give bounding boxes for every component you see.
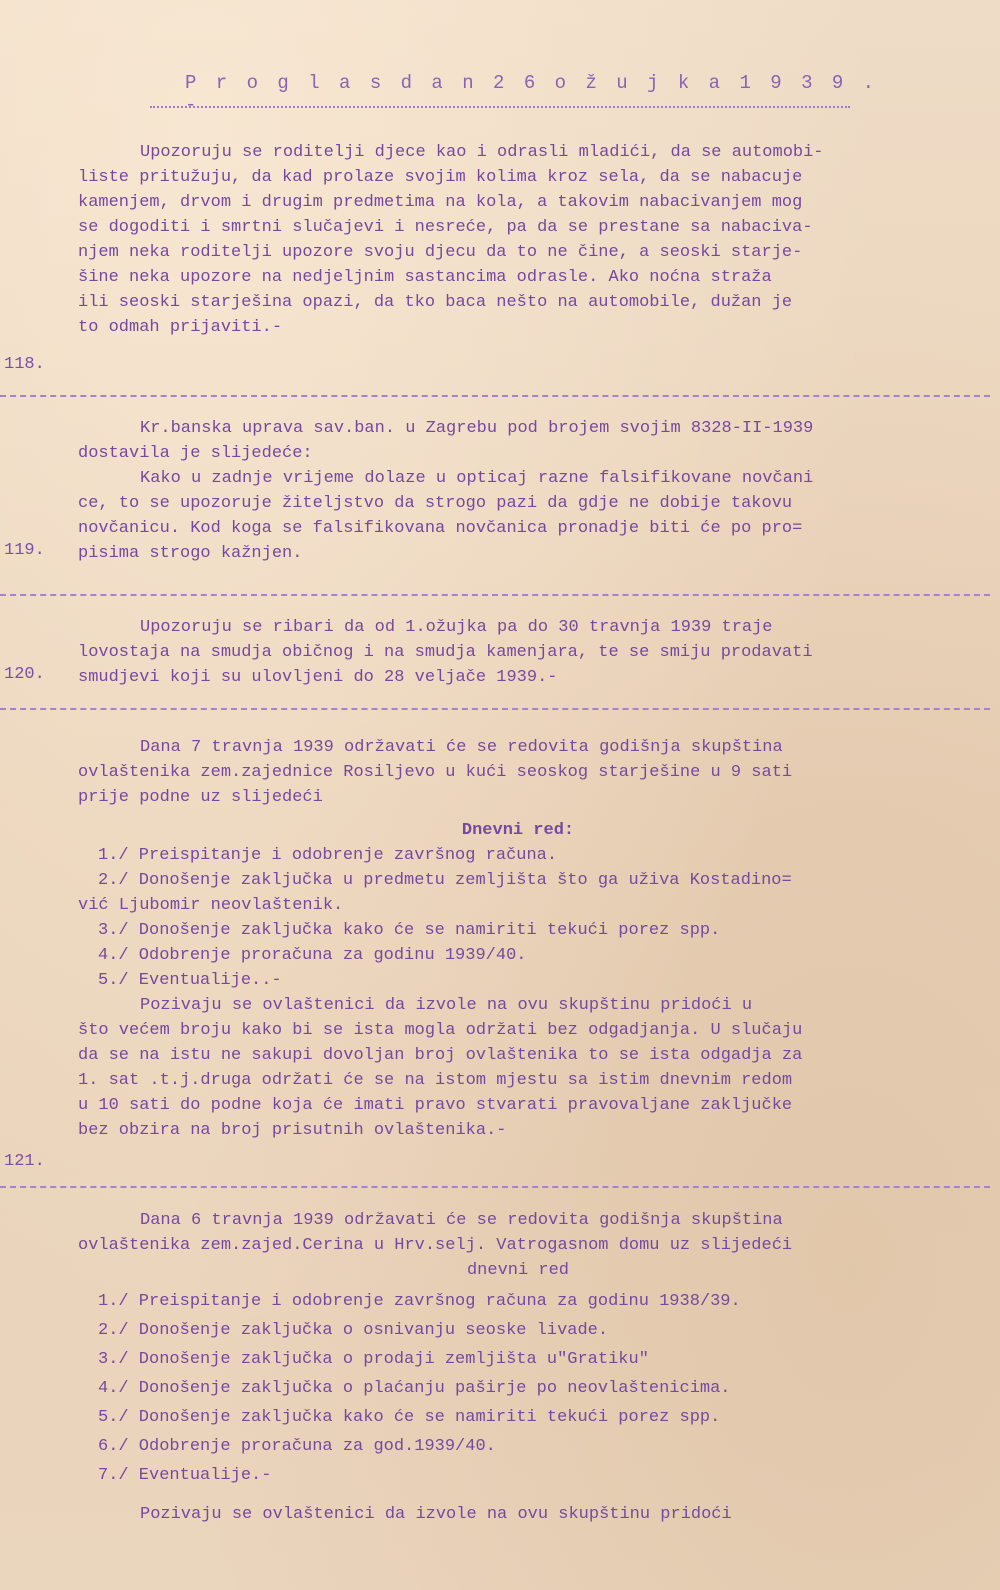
- text-line: Upozoruju se ribari da od 1.ožujka pa do 30 travnja 1939 traje: [140, 618, 773, 637]
- text-line: Kr.banska uprava sav.ban. u Zagrebu pod brojem svojim 8328-II-1939: [140, 419, 814, 438]
- text-line: kamenjem, drvom i drugim predmetima na kola, a takovim nabacivanjem mog: [78, 193, 803, 212]
- notice-number: 120.: [4, 665, 45, 684]
- text-line: Kako u zadnje vrijeme dolaze u opticaj razne falsifikovane novčani: [140, 469, 814, 488]
- text-line: pisima strogo kažnjen.: [78, 544, 303, 563]
- agenda-item: 6./ Odobrenje proračuna za god.1939/40.: [98, 1437, 496, 1456]
- agenda-item: 5./ Eventualije..-: [98, 971, 282, 990]
- text-line: da se na istu ne sakupi dovoljan broj ovlaštenika to se ista odgadja za: [78, 1046, 803, 1065]
- section-divider: [0, 708, 990, 710]
- text-line: u 10 sati do podne koja će imati pravo stvarati pravovaljane zaključke: [78, 1096, 793, 1115]
- agenda-item: 4./ Odobrenje proračuna za godinu 1939/40.: [98, 946, 527, 965]
- text-line: Pozivaju se ovlaštenici da izvole na ovu skupštinu pridoći u: [140, 996, 753, 1015]
- agenda-title: dnevni red: [466, 1261, 570, 1280]
- agenda-title: Dnevni red:: [461, 821, 575, 840]
- section-divider: [0, 1186, 990, 1188]
- text-line: se dogoditi i smrtni slučajevi i nesreće, pa da se prestane sa nabaciva-: [78, 218, 813, 237]
- text-line: Upozoruju se roditelji djece kao i odrasli mladići, da se automobi-: [140, 143, 824, 162]
- text-line: novčanicu. Kod koga se falsifikovana novčanica pronadje biti će po pro=: [78, 519, 803, 538]
- section-divider: [0, 395, 990, 397]
- text-line: šine neka upozore na nedjeljnim sastancima odrasle. Ako noćna straža: [78, 268, 772, 287]
- notice-cerina: [78, 1208, 958, 1527]
- agenda-item: 1./ Preispitanje i odobrenje završnog računa.: [98, 846, 558, 865]
- text-line: prije podne uz slijedeći: [78, 788, 323, 807]
- text-line: to odmah prijaviti.-: [78, 318, 283, 337]
- agenda-item: vić Ljubomir neovlaštenik.: [78, 896, 344, 915]
- text-line: dostavila je slijedeće:: [78, 444, 313, 463]
- agenda-item: 3./ Donošenje zaključka kako će se namiriti tekući porez spp.: [98, 921, 721, 940]
- notice-number: 119.: [4, 541, 45, 560]
- text-line: liste pritužuju, da kad prolaze svojim kolima kroz sela, da se nabacuje: [78, 168, 803, 187]
- text-line: Dana 7 travnja 1939 održavati će se redovita godišnja skupština: [140, 738, 783, 757]
- text-line: Pozivaju se ovlaštenici da izvole na ovu skupštinu pridoći: [140, 1505, 732, 1524]
- text-line: njem neka roditelji upozore svoju djecu da to ne čine, a seoski starje-: [78, 243, 803, 262]
- agenda-item: 2./ Donošenje zaključka u predmetu zemljišta što ga uživa Kostadino=: [98, 871, 792, 890]
- text-line: Dana 6 travnja 1939 održavati će se redovita godišnja skupština: [140, 1211, 783, 1230]
- notice-number: 118.: [4, 355, 45, 374]
- agenda-item: 1./ Preispitanje i odobrenje završnog računa za godinu 1938/39.: [98, 1292, 741, 1311]
- notice-119: [78, 416, 958, 566]
- title-underline: [150, 106, 850, 108]
- notice-number: 121.: [4, 1152, 45, 1171]
- agenda-item: 7./ Eventualije.-: [98, 1466, 272, 1485]
- agenda-item: 5./ Donošenje zaključka kako će se namiriti tekući porez spp.: [98, 1408, 721, 1427]
- text-line: ce, to se upozoruje žiteljstvo da strogo pazi da gdje ne dobije takovu: [78, 494, 793, 513]
- text-line: bez obzira na broj prisutnih ovlaštenika.-: [78, 1121, 507, 1140]
- text-line: 1. sat .t.j.druga održati će se na istom mjestu sa istim dnevnim redom: [78, 1071, 793, 1090]
- text-line: smudjevi koji su ulovljeni do 28 veljače 1939.-: [78, 668, 558, 687]
- notice-118: [78, 140, 958, 340]
- notice-121: [78, 735, 958, 1143]
- text-line: ovlaštenika zem.zajed.Cerina u Hrv.selj. Vatrogasnom domu uz slijedeći: [78, 1236, 793, 1255]
- text-line: ovlaštenika zem.zajednice Rosiljevo u kući seoskog starješine u 9 sati: [78, 763, 793, 782]
- agenda-item: 3./ Donošenje zaključka o prodaji zemljišta u"Gratiku": [98, 1350, 649, 1369]
- agenda-item: 2./ Donošenje zaključka o osnivanju seoske livade.: [98, 1321, 609, 1340]
- document-title: P r o g l a s d a n 2 6 o ž u j k a 1 9 3 9 . -: [185, 72, 879, 116]
- agenda-item: 4./ Donošenje zaključka o plaćanju paširje po neovlaštenicima.: [98, 1379, 731, 1398]
- section-divider: [0, 594, 990, 596]
- notice-120: [78, 615, 958, 690]
- text-line: lovostaja na smudja običnog i na smudja kamenjara, te se smiju prodavati: [78, 643, 813, 662]
- text-line: ili seoski starješina opazi, da tko baca nešto na automobile, dužan je: [78, 293, 793, 312]
- text-line: što većem broju kako bi se ista mogla održati bez odgadjanja. U slučaju: [78, 1021, 803, 1040]
